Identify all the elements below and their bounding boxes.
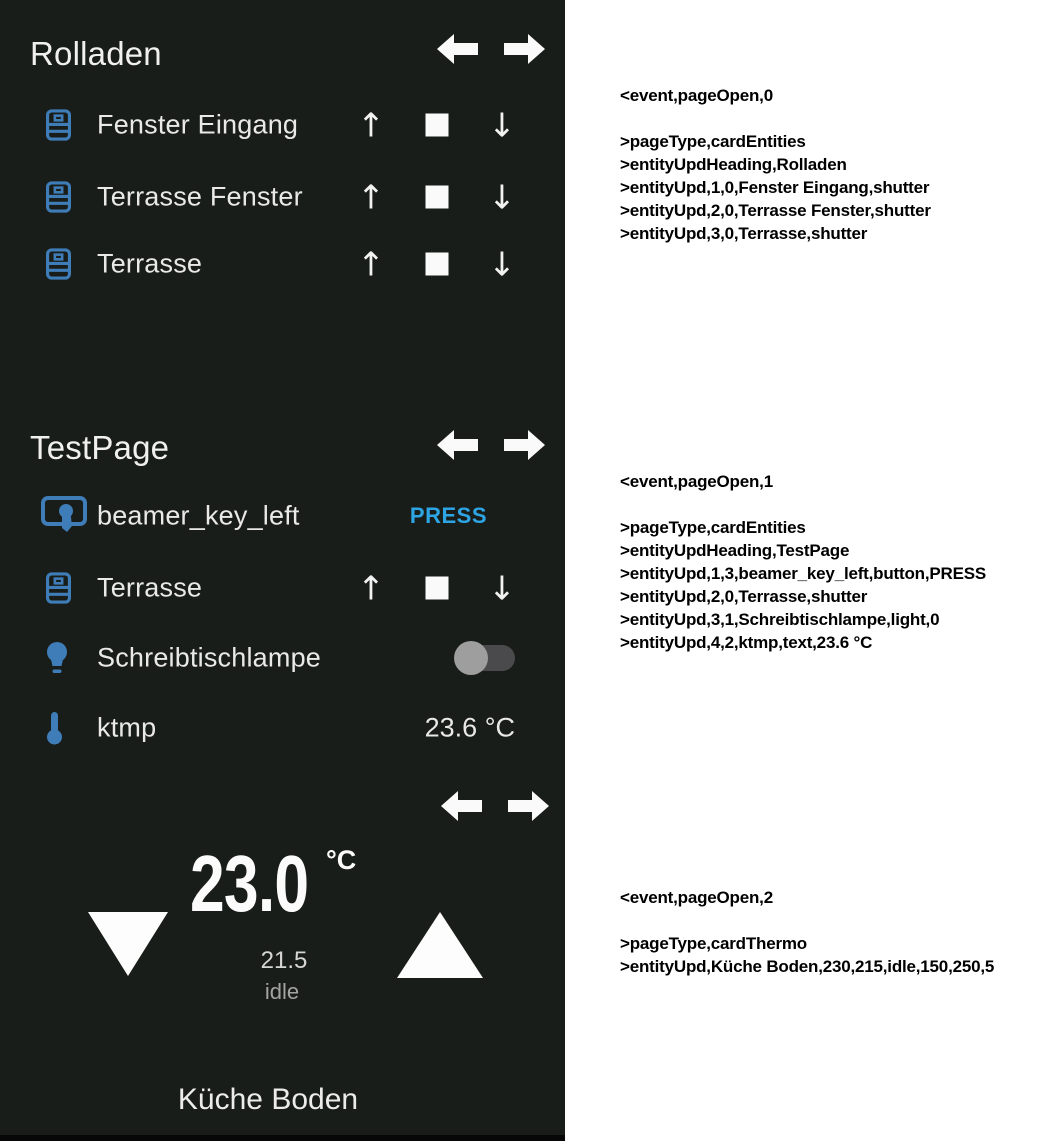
shutter-stop-button[interactable]	[426, 186, 449, 209]
setpoint-increase-button[interactable]	[397, 912, 483, 978]
card-entities-rolladen	[0, 0, 565, 420]
thermostat-name: Küche Boden	[177, 1083, 359, 1116]
entity-row	[0, 630, 565, 686]
shutter-down-button[interactable]: ↓	[488, 105, 516, 145]
log-line: >entityUpd,3,0,Terrasse,shutter	[620, 224, 868, 243]
temperature-unit: °C	[326, 845, 357, 875]
log-line: <event,pageOpen,0	[620, 86, 773, 105]
entity-label: Terrasse	[97, 572, 203, 603]
log-line: >entityUpd,4,2,ktmp,text,23.6 °C	[620, 633, 873, 652]
shutter-up-button[interactable]: ↑	[357, 244, 385, 284]
log-line	[620, 107, 1040, 130]
log-line: >entityUpd,2,0,Terrasse Fenster,shutter	[620, 201, 931, 220]
entity-row	[0, 236, 565, 292]
shutter-down-button[interactable]: ↓	[488, 568, 516, 608]
entity-label: Terrasse Fenster	[97, 181, 303, 212]
target-temperature: 21.5	[260, 947, 308, 974]
shutter-stop-button[interactable]	[426, 114, 449, 137]
entity-label: Schreibtischlampe	[97, 642, 322, 673]
shutter-stop-button[interactable]	[426, 577, 449, 600]
toggle-knob	[454, 641, 488, 675]
setpoint-decrease-button[interactable]	[88, 912, 168, 976]
shutter-up-button[interactable]: ↑	[357, 177, 385, 217]
log-block-page1	[620, 470, 1040, 654]
card-entities-testpage	[0, 420, 565, 775]
log-block-page2	[620, 886, 1040, 978]
log-block-page0	[620, 84, 1040, 245]
entity-row	[0, 560, 565, 616]
log-line: >entityUpd,1,3,beamer_key_left,button,PRESS	[620, 564, 986, 583]
shutter-down-button[interactable]: ↓	[488, 177, 516, 217]
shutter-up-button[interactable]: ↑	[357, 105, 385, 145]
window-shutter-icon	[46, 248, 71, 280]
page-heading: TestPage	[30, 429, 170, 466]
button-press-action[interactable]: PRESS	[409, 503, 487, 528]
entity-label: ktmp	[97, 712, 157, 743]
log-line	[620, 493, 1040, 516]
light-toggle-switch[interactable]	[458, 645, 515, 671]
page-heading: Rolladen	[30, 35, 162, 72]
serial-log-panel	[565, 0, 1045, 1141]
window-shutter-icon	[46, 181, 71, 213]
shutter-down-button[interactable]: ↓	[488, 244, 516, 284]
hvac-state: idle	[264, 979, 300, 1004]
next-page-icon[interactable]	[504, 429, 545, 461]
prev-page-icon[interactable]	[437, 33, 478, 65]
next-page-icon[interactable]	[508, 790, 549, 822]
log-line	[620, 909, 1040, 932]
gesture-tap-button-icon	[40, 496, 88, 536]
log-line: >pageType,cardThermo	[620, 934, 807, 953]
thermometer-icon	[46, 711, 63, 745]
entity-row	[0, 700, 565, 756]
screen-bottom-edge	[0, 1135, 565, 1141]
window-shutter-icon	[46, 109, 71, 141]
entity-label: Terrasse	[97, 248, 203, 279]
log-line: >entityUpdHeading,Rolladen	[620, 155, 847, 174]
log-line: >entityUpd,Küche Boden,230,215,idle,150,250,5	[620, 957, 995, 976]
log-line: >entityUpd,2,0,Terrasse,shutter	[620, 587, 868, 606]
log-line: >entityUpd,3,1,Schreibtischlampe,light,0	[620, 610, 940, 629]
log-line: <event,pageOpen,2	[620, 888, 773, 907]
entity-row	[0, 169, 565, 225]
entity-label: Fenster Eingang	[97, 109, 299, 140]
log-line: >entityUpdHeading,TestPage	[620, 541, 850, 560]
lightbulb-icon	[46, 641, 68, 675]
log-line: >entityUpd,1,0,Fenster Eingang,shutter	[620, 178, 930, 197]
entity-row	[0, 97, 565, 153]
shutter-up-button[interactable]: ↑	[357, 568, 385, 608]
entity-label: beamer_key_left	[97, 500, 300, 531]
shutter-stop-button[interactable]	[426, 253, 449, 276]
prev-page-icon[interactable]	[437, 429, 478, 461]
sensor-value: 23.6 °C	[424, 712, 515, 743]
prev-page-icon[interactable]	[441, 790, 482, 822]
card-thermo	[0, 775, 565, 1135]
window-shutter-icon	[46, 572, 71, 604]
current-temperature: 23.0	[190, 839, 309, 928]
next-page-icon[interactable]	[504, 33, 545, 65]
log-line: >pageType,cardEntities	[620, 132, 806, 151]
log-line: >pageType,cardEntities	[620, 518, 806, 537]
log-line: <event,pageOpen,1	[620, 472, 773, 491]
entity-row	[0, 488, 565, 544]
